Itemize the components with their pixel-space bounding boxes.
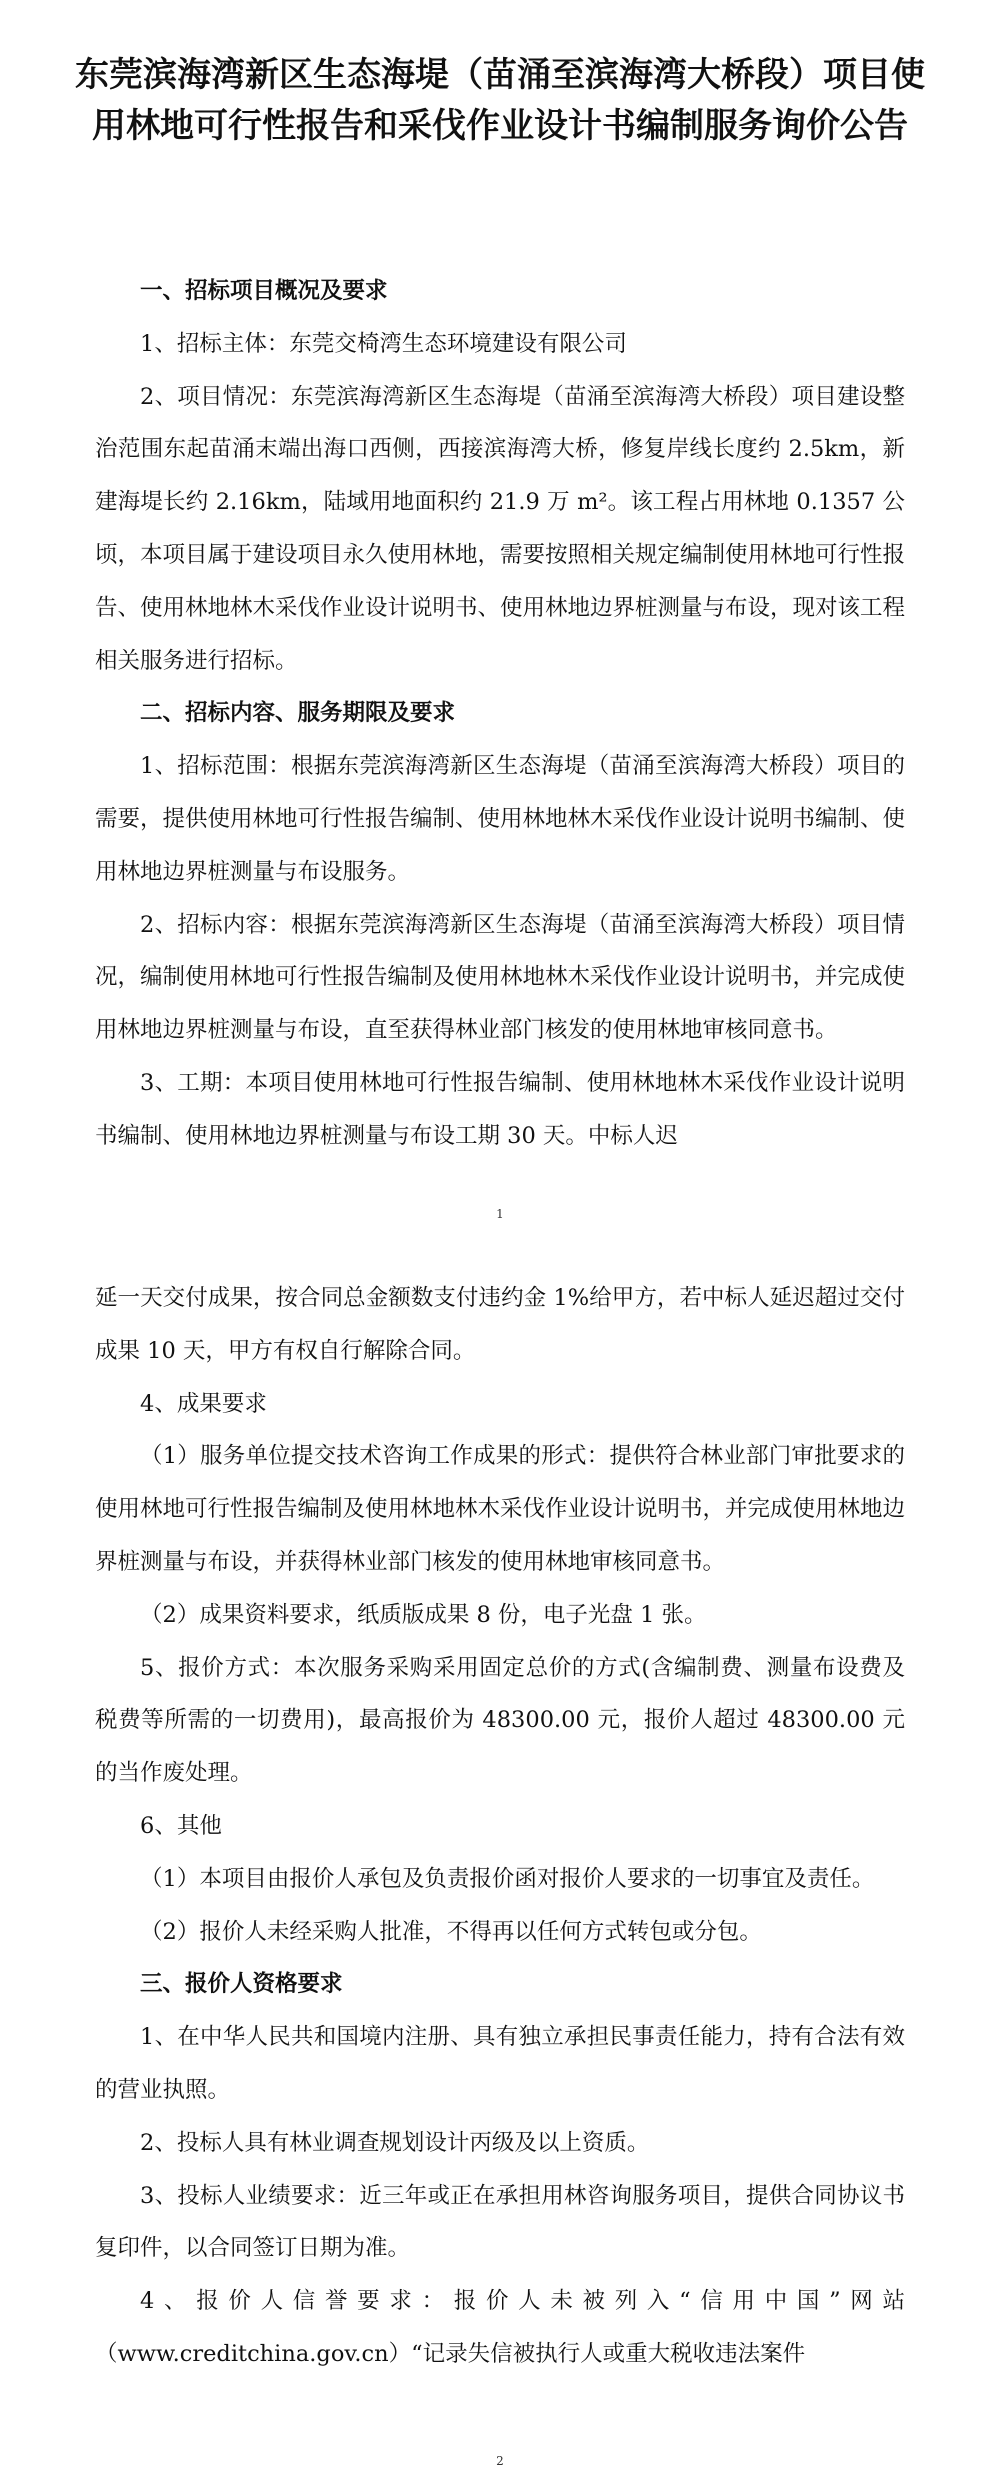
paragraph-continued: 延一天交付成果，按合同总金额数支付违约金 1%给甲方，若中标人延迟超过交付成果 10 天，甲方有权自行解除合同。 — [95, 1285, 905, 1364]
paragraph: 2、投标人具有林业调查规划设计丙级及以上资质。 — [140, 2129, 650, 2156]
paragraph: （2）报价人未经采购人批准，不得再以任何方式转包或分包。 — [140, 1918, 762, 1945]
section-heading: 三、报价人资格要求 — [140, 1971, 343, 1998]
paragraph: 1、招标主体：东莞交椅湾生态环境建设有限公司 — [140, 330, 627, 357]
document-page-2 — [0, 1240, 1000, 2472]
section-heading: 二、招标内容、服务期限及要求 — [140, 700, 456, 727]
paragraph: （1）本项目由报价人承包及负责报价函对报价人要求的一切事宜及责任。 — [140, 1865, 875, 1892]
paragraph: 2、项目情况：东莞滨海湾新区生态海堤（苗涌至滨海湾大桥段）项目建设整治范围东起苗涌末端出海口西侧，西接滨海湾大桥，修复岸线长度约 2.5km，新建海堤长约 2.16km，陆域用地面积约 21.9 万 m²。该工程占用林地 0.1357 公顷，本项目属于建设项目永久使用林地，需要按照相关规定编制使用林地可行性报告、使用林地林木采伐作业设计说明书、使用林地边界桩测量与布设，现对该工程相关服务进行招标。 — [95, 383, 906, 674]
paragraph: 3、工期：本项目使用林地可行性报告编制、使用林地林木采伐作业设计说明书编制、使用林地边界桩测量与布设工期 30 天。中标人迟 — [95, 1069, 905, 1149]
paragraph: （2）成果资料要求，纸质版成果 8 份，电子光盘 1 张。 — [140, 1601, 707, 1628]
paragraph: 1、招标范围：根据东莞滨海湾新区生态海堤（苗涌至滨海湾大桥段）项目的需要，提供使用林地可行性报告编制、使用林地林木采伐作业设计说明书编制、使用林地边界桩测量与布设服务。 — [95, 753, 906, 885]
paragraph: 2、招标内容：根据东莞滨海湾新区生态海堤（苗涌至滨海湾大桥段）项目情况，编制使用林地可行性报告编制及使用林地林木采伐作业设计说明书，并完成使用林地边界桩测量与布设，直至获得林业部门核发的使用林地审核同意书。 — [95, 911, 906, 1044]
paragraph: 3、投标人业绩要求：近三年或正在承担用林咨询服务项目，提供合同协议书复印件，以合同签订日期为准。 — [95, 2182, 905, 2262]
paragraph: 6、其他 — [140, 1812, 222, 1839]
paragraph: 5、报价方式：本次服务采购采用固定总价的方式(含编制费、测量布设费及税费等所需的一切费用)，最高报价为 48300.00 元，报价人超过 48300.00 元的当作废处理。 — [95, 1654, 905, 1787]
section-heading: 一、招标项目概况及要求 — [140, 278, 388, 304]
page-1-content — [95, 265, 905, 1163]
paragraph: 4、报价人信誉要求：报价人未被列入“信用中国”网站（www.creditchina.gov.cn）“记录失信被执行人或重大税收违法案件 — [95, 2288, 905, 2367]
paragraph: （1）服务单位提交技术咨询工作成果的形式：提供符合林业部门审批要求的使用林地可行性报告编制及使用林地林木采伐作业设计说明书，并完成使用林地边界桩测量与布设，并获得林业部门核发的使用林地审核同意书。 — [95, 1443, 906, 1575]
page-number: 1 — [496, 1207, 504, 1221]
document-title: 东莞滨海湾新区生态海堤（苗涌至滨海湾大桥段）项目使用林地可行性报告和采伐作业设计书编制服务询价公告 — [75, 55, 925, 146]
paragraph: 4、成果要求 — [140, 1390, 267, 1417]
paragraph: 1、在中华人民共和国境内注册、具有独立承担民事责任能力，持有合法有效的营业执照。 — [95, 2024, 905, 2103]
page-number: 2 — [496, 2454, 504, 2468]
page-2-content — [95, 1272, 905, 2381]
